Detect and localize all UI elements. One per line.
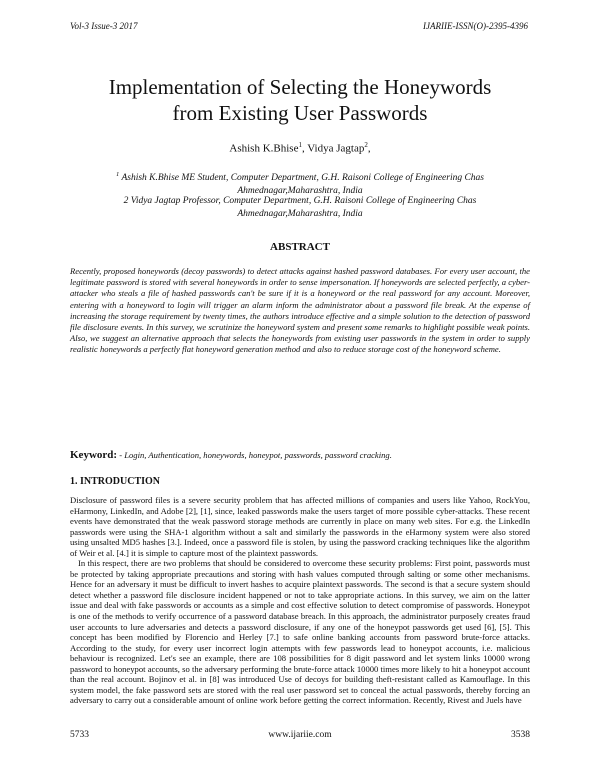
author-list	[0, 141, 600, 155]
abstract-heading: ABSTRACT	[270, 241, 330, 253]
title-line-1: Implementation of Selecting the Honeywords	[108, 75, 492, 99]
author-2-mark: 2	[364, 141, 368, 149]
keywords	[70, 449, 530, 461]
intro-paragraph-1: Disclosure of password files is a severe security problem that has affected millions of companies and users like Yahoo, RockYou, eHarmony, LinkedIn, and Adobe [2], [1], since, leaked passwords make the users target of more possible cyber-attacks. These recent events have demonstrated that the weak password storage methods are currently in place on many web sites. For e.g. the LinkedIn passwords were using the SHA-1 algorithm without a salt and similarly the passwords in the eHarmony system were also stored using unsalted MD5 hashes [3.]. Indeed, once a password file is stolen, by using the password cracking techniques like the algorithm of Weir et al. [4.] it is simple to capture most of the plaintext passwords.	[70, 495, 530, 558]
affiliation-1-text: Ashish K.Bhise ME Student, Computer Department, G.H. Raisoni College of Engineering Chas Ahmednagar,Maharashtra, India	[121, 173, 485, 196]
title-line-2: from Existing User Passwords	[172, 101, 428, 125]
journal-issn: IJARIIE-ISSN(O)-2395-4396	[423, 21, 528, 31]
affiliation-2-text: 2 Vidya Jagtap Professor, Computer Department, G.H. Raisoni College of Engineering Chas Ahmednagar,Maharashtra, India	[123, 196, 477, 219]
affiliation-1-mark: 1	[115, 171, 120, 178]
section-heading-introduction: 1. INTRODUCTION	[70, 476, 161, 487]
keywords-text: - Login, Authentication, honeywords, honeypot, passwords, password cracking.	[117, 450, 392, 460]
author-1: Ashish K.Bhise	[229, 142, 299, 155]
abstract-text: Recently, proposed honeywords (decoy passwords) to detect attacks against hashed password databases. For every user account, the legitimate password is stored with several honeywords in order to sense impersonation. If honeywords are selected perfectly, a cyber-attacker who steals a file of hashed passwords can't be sure if it is a honeyword or the real password for any account. Moreover, entering with a honeyword to login will trigger an alarm inform the administrator about a password file break. At the expense of increasing the storage requirement by twenty times, the authors introduce effective and a simple solution to the detection of password file disclosure events. In this survey, we scrutinize the honeyword system and present some remarks to highlight possible weak points. Also, we suggest an alternative approach that selects the honeywords from existing user passwords in the system in order to supply realistic honeywords a perfectly flat honeyword generation method and also to reduce storage cost of the honeyword scheme.	[70, 266, 530, 355]
footer-page-number: 3538	[511, 730, 530, 740]
introduction-body	[70, 495, 530, 706]
author-1-mark: 1	[298, 141, 302, 149]
affiliation-2	[80, 195, 520, 220]
author-list-end: ,	[367, 142, 371, 155]
footer-website: www.ijariie.com	[268, 730, 332, 740]
author-separator: ,	[301, 142, 308, 155]
paper-title	[60, 74, 540, 126]
author-2: Vidya Jagtap	[307, 142, 365, 155]
keywords-label: Keyword:	[70, 449, 118, 461]
footer-left-number: 5733	[70, 730, 89, 740]
affiliation-1	[80, 169, 520, 197]
journal-volume: Vol-3 Issue-3 2017	[70, 21, 138, 31]
intro-paragraph-2: In this respect, there are two problems that should be considered to overcome these security problems: First point, passwords must be protected by taking appropriate precautions and storing with hash values computed through salting or some other mechanisms. Hence for an adversary it must be difficult to invert hashes to acquire plaintext passwords. The second is that a secure system should detect whether a password file disclosure incident happened or not to take appropriate actions. In this survey, we aim on the latter issue and deal with fake passwords or accounts as a simple and cost effective solution to detect compromise of passwords. Honeypot is one of the methods to verify occurrence of a password database breach. In this approach, the administrator purposely creates fraud user accounts to lure adversaries and detects a password disclosure, if any one of the honeypot passwords get used [6], [5]. This concept has been modified by Florencio and Herley [7.] to safe online banking accounts from password brute-force attacks. According to the study, for every user incorrect login attempts with few passwords lead to honeypot accounts, i.e. malicious behaviour is recognized. Let's see an example, there are 108 possibilities for 8 digit password and let system links 10000 wrong password to honeypot accounts, so the adversary performing the brute-force attack 10000 times more likely to hit a honeypot account than the real account. Bojinov et al. in [8] was introduced Use of decoys for building theft-resistant called as Kamouflage. In this system model, the fake password sets are stored with the real user password set to conceal the actual passwords, thereby forcing an adversary to carry out a considerable amount of online work before getting the correct information. Recently, Rivest and Juels have	[70, 558, 530, 706]
